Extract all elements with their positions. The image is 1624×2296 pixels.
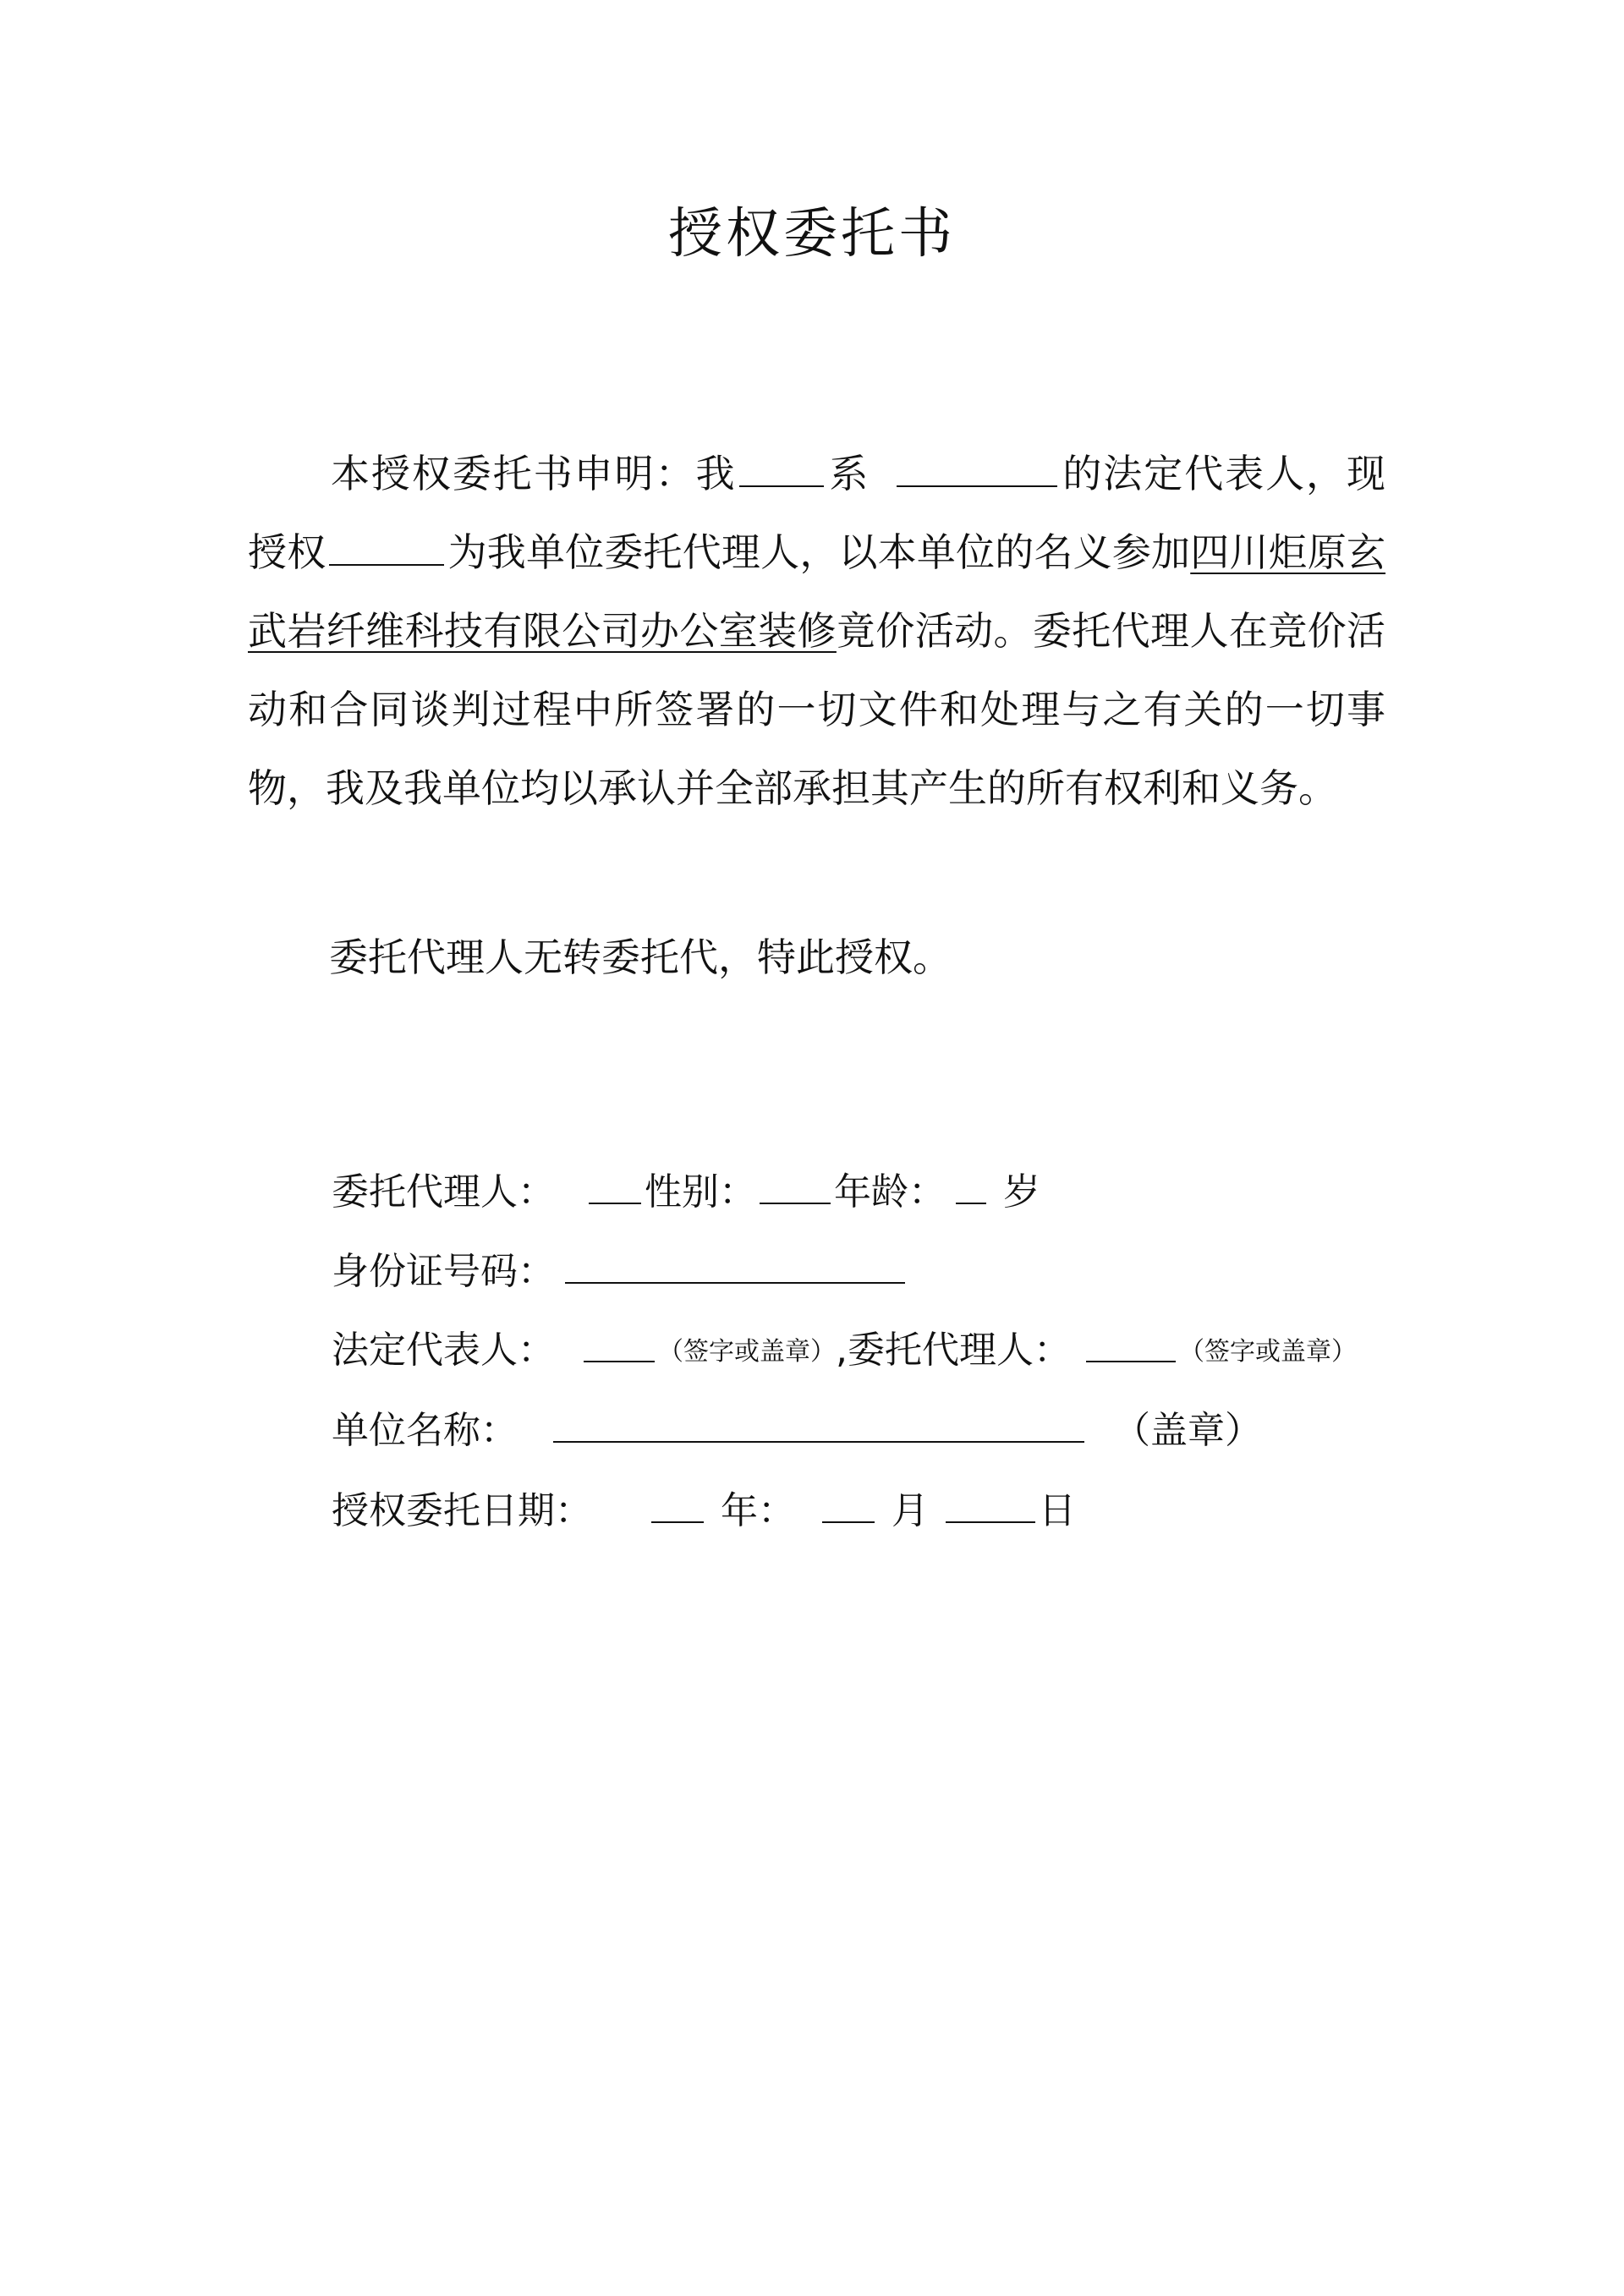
- agent-label: 委托代理人：: [332, 1170, 555, 1214]
- age-unit: 岁: [1003, 1170, 1040, 1214]
- unit-name-line: [332, 1404, 1262, 1456]
- seal-hint: （盖章）: [1113, 1409, 1262, 1452]
- agent-label-2: 委托代理人：: [848, 1329, 1071, 1372]
- agent-blank[interactable]: [329, 525, 444, 566]
- comma: ,: [836, 1329, 848, 1372]
- declaration-legal-rep: 的法定代表人，现授权: [248, 451, 1386, 575]
- document-title: 授权委托书: [668, 203, 956, 266]
- declaration-is: 系: [827, 451, 870, 496]
- age-label: 年龄：: [834, 1170, 946, 1214]
- age-blank[interactable]: [956, 1165, 986, 1204]
- date-label: 授权委托日期：: [332, 1489, 592, 1532]
- legal-rep-label: 法定代表人：: [332, 1329, 555, 1372]
- unit-name-blank[interactable]: [553, 1404, 1084, 1443]
- year-label: 年：: [721, 1489, 795, 1532]
- id-label: 身份证号码：: [332, 1250, 555, 1293]
- id-number-line: [332, 1245, 908, 1297]
- gender-label: 性别：: [645, 1170, 756, 1214]
- year-blank[interactable]: [651, 1484, 704, 1523]
- company-blank[interactable]: [897, 447, 1057, 487]
- no-subdelegation-paragraph: [248, 918, 1385, 997]
- declaration-as-agent: 为我单位委托代理人，以本单位的名义参加: [447, 529, 1191, 575]
- agent-signature-blank[interactable]: [1086, 1323, 1176, 1362]
- declaration-paragraph: [248, 435, 1385, 828]
- day-blank[interactable]: [946, 1484, 1035, 1523]
- declaration-intro: 本授权委托书申明：我: [329, 451, 737, 496]
- month-blank[interactable]: [822, 1484, 875, 1523]
- no-subdelegation-text: 委托代理人无转委托代，特此授权。: [329, 934, 952, 980]
- day-label: 日: [1039, 1489, 1076, 1532]
- unit-label: 单位名称：: [332, 1409, 518, 1452]
- project-name: 四川炬原玄武岩纤维科技有限公司办公室装修: [248, 529, 1386, 654]
- month-label: 月: [892, 1489, 929, 1532]
- declaration-rest: 竟价活动。委托代理人在竞价活动和合同谈判过程中所签署的一切文件和处理与之有关的一切事物，我及我单位均以承认并全部承担其产生的所有权利和义务。: [248, 608, 1386, 811]
- gender-blank[interactable]: [760, 1165, 831, 1204]
- agent-info-line: [332, 1165, 1040, 1218]
- sign-hint-2: （签字或盖章）: [1179, 1337, 1357, 1367]
- legal-rep-signature-blank[interactable]: [584, 1323, 655, 1362]
- signature-line: [332, 1323, 1357, 1378]
- id-number-blank[interactable]: [565, 1245, 905, 1284]
- agent-name-blank[interactable]: [589, 1165, 641, 1204]
- sign-hint-1: （签字或盖章）: [658, 1337, 836, 1367]
- date-line: [332, 1484, 1076, 1537]
- name-blank[interactable]: [739, 447, 824, 487]
